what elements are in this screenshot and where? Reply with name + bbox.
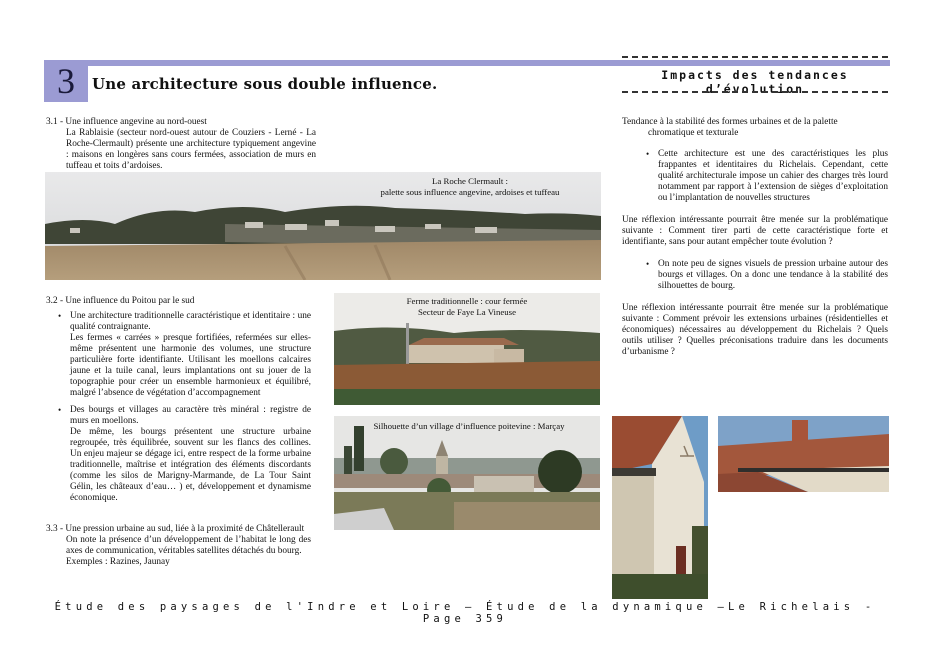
section-3-1-body: La Rablaisie (secteur nord-ouest autour de Couziers - Lerné - La Roche-Clermault) présente une architecture typiquement angevine : maisons en longères sans cours fermées, association de murs en tuffeau et toits d’ardoises. <box>66 128 316 171</box>
impacts-bullet-1: • Cette architecture est une des caractéristiques les plus frappantes et identitaires du Richelais. Cependant, cette qualité architecturale impose un cahier des charges très lourd notamment par rapport à l’extension de sièges d’exploitation ou l’implantation de nouvelles structures <box>644 149 888 204</box>
page-footer: Étude des paysages de l'Indre et Loire – Étude de la dynamique –Le Richelais - Page 359 <box>54 601 876 625</box>
section-3-2-bullet-1-body: Les fermes « carrées » presque fortifiées, refermées sur elles-même présentent une harmonie des volumes, une structure particulière forte identifiante. Utilisant les moellons calcaires jaune et la tuile canal, leurs implantations ont su jouer de la topographie pour créer un ensemble harmonieux et équilibré, malgré l’absence de végétation d’accompagnement <box>70 333 311 398</box>
panorama-photo <box>45 172 601 280</box>
section-3-2 <box>46 296 311 504</box>
section-title: Une architecture sous double influence. <box>92 75 438 93</box>
panorama-caption: La Roche Clermault : palette sous influence angevine, ardoises et tuffeau <box>380 176 560 197</box>
section-3-2-heading: 3.2 - Une influence du Poitou par le sud <box>46 296 195 306</box>
section-3-2-bullet-1: • Une architecture traditionnelle caractéristique et identitaire : une qualité contraignante. <box>56 311 311 333</box>
impacts-paragraph-3: Une réflexion intéressante pourrait être menée sur la problématique suivante : Comment prévoir les extensions urbaines (résidentielles et économiques) nécessaires au développement du Richelais ? Quels outils utiliser ? Quelles préconisations traduire dans les documents d’urbanisme ? <box>622 303 888 357</box>
section-3-3 <box>46 524 311 568</box>
village-image <box>334 416 600 530</box>
impacts-title: Impacts des tendances d’évolution <box>661 68 849 96</box>
section-3-3-heading: 3.3 - Une pression urbaine au sud, liée à la proximité de Châtellerault <box>46 524 305 534</box>
impacts-lead-1: Tendance à la stabilité des formes urbaines et de la palette <box>622 117 838 127</box>
farm-photo <box>334 293 600 405</box>
village-caption: Silhouette d’un village d’influence poitevine : Marçay <box>373 421 565 431</box>
gable-image <box>612 416 708 599</box>
village-photo <box>334 416 600 530</box>
section-3-2-bullet-2-body: De même, les bourgs présentent une structure urbaine regroupée, très équilibrée, souvent sur les flancs des collines. Un enjeu majeur se dégage ici, entre respect de la forme urbaine traditionnelle, maîtrise et intégration des éléments discordants (comme les silos de Marigny-Marmande, de La Tour Saint Gélin, les châteaux d’eau… ) et, développement et dynamisme économique. <box>70 427 311 503</box>
section-3-1 <box>46 117 316 172</box>
dash-divider-top <box>622 56 888 58</box>
impacts-paragraph-2: Une réflexion intéressante pourrait être menée sur la problématique suivante : Comment tirer parti de cette caractéristique forte et identifiante, sans pour autant empêcher toute évolution ? <box>622 215 888 247</box>
roof-photo <box>718 416 889 492</box>
gable-photo <box>612 416 708 599</box>
header-band <box>44 60 890 66</box>
section-3-2-bullet-2: • Des bourgs et villages au caractère très minéral : registre de murs en moellons. <box>56 405 311 427</box>
dash-divider-bottom <box>622 91 888 93</box>
section-3-1-heading: 3.1 - Une influence angevine au nord-ouest <box>46 117 207 127</box>
impacts-lead-2: chromatique et texturale <box>648 128 739 138</box>
section-3-3-body: On note la présence d’un développement de l’habitat le long des axes de communication, véritables satellites détachés du bourg. <box>66 535 311 556</box>
impacts-column <box>622 117 888 358</box>
impacts-bullet-2: • On note peu de signes visuels de pression urbaine autour des bourgs et villages. On a donc une tendance à la stabilité des silhouettes de bourg. <box>644 259 888 292</box>
farm-caption: Ferme traditionnelle : cour fermée Secteur de Faye La Vineuse <box>406 296 528 317</box>
section-3-3-examples: Exemples : Razines, Jaunay <box>66 557 170 567</box>
section-number: 3 <box>44 60 88 102</box>
roof-image <box>718 416 889 492</box>
